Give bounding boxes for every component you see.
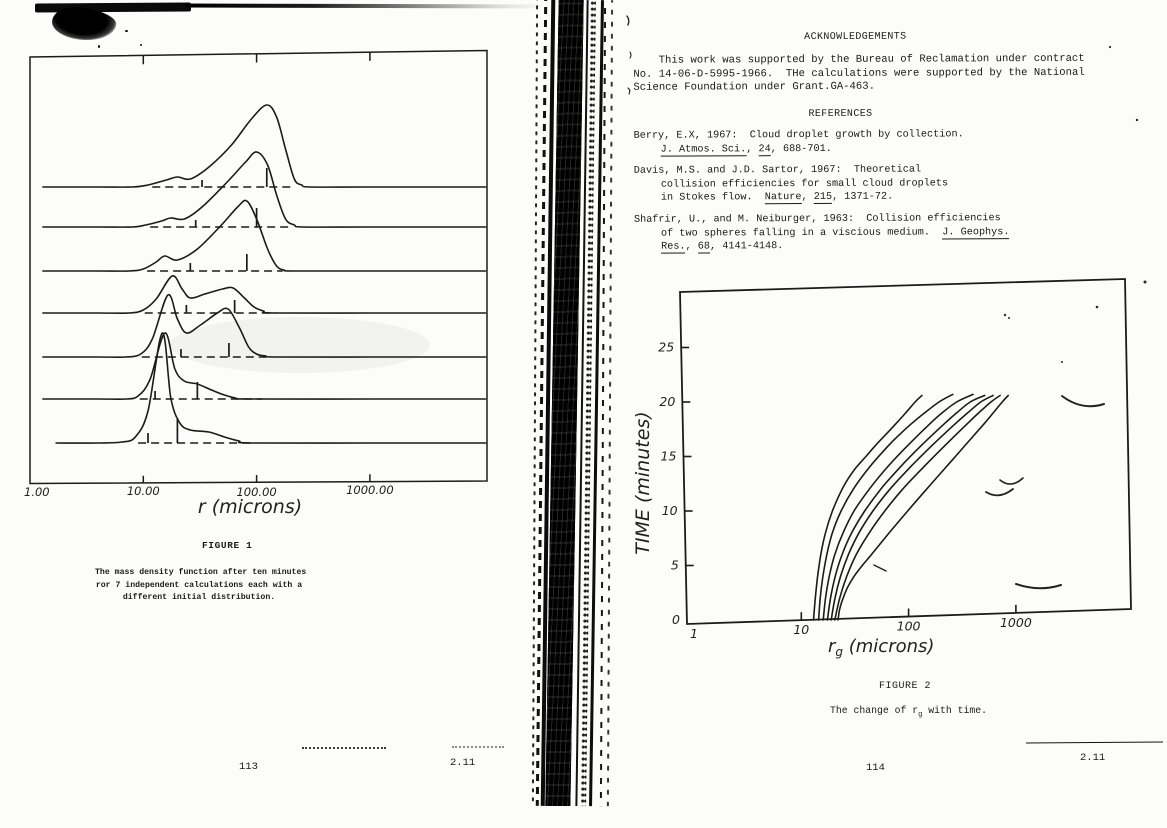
paragraph-line: Science Foundation under Grant.GA-463. — [633, 80, 875, 94]
scan-speck — [1144, 281, 1147, 284]
scan-speck — [1061, 361, 1063, 363]
figure2-growth-curve — [838, 396, 1008, 621]
figure1-x-axis-label: r (microns) — [197, 496, 303, 518]
figure2-x-tick-label: 100 — [896, 618, 921, 634]
paragraph-line: No. 14-06-D-5995-1966. THe calculations were supported by the National — [633, 66, 1085, 81]
scan-stray-stroke — [986, 489, 1013, 495]
section-number-right: 2.11 — [1080, 752, 1106, 764]
scan-stray-stroke — [627, 16, 629, 25]
references-list — [634, 128, 1010, 262]
figure2-growth-curve — [819, 394, 953, 620]
figure1-density-curve — [43, 276, 486, 313]
reference-entry — [634, 128, 1010, 157]
figure1-caption-line: different initial distribution. — [122, 593, 276, 603]
figure1-caption — [95, 567, 307, 605]
figure1-title: FIGURE 1 — [202, 540, 253, 551]
scan-speck — [1004, 314, 1006, 316]
reference-entry — [634, 212, 1010, 254]
figure2-title: FIGURE 2 — [879, 681, 932, 692]
figure1-density-curve — [43, 200, 486, 271]
reference-line: of two spheres falling in a viscious medium. J. Geophys. — [660, 226, 1010, 240]
binding-streak — [607, 0, 613, 806]
reference-line: Shafrir, U., and M. Neiburger, 1963: Collision efficiencies — [633, 213, 1001, 226]
scan-stray-stroke — [628, 88, 630, 94]
ink-dot — [125, 30, 128, 32]
figure2-growth-curve — [835, 396, 1000, 621]
figure2-x-tick-label: 10 — [793, 622, 810, 638]
binding-strip — [522, 0, 618, 806]
acknowledgements-paragraph — [633, 53, 1085, 96]
reference-line: collision efficiencies for small cloud droplets — [660, 178, 949, 191]
scan-stray-stroke — [874, 565, 886, 571]
scan-dotted-line — [452, 746, 504, 748]
ink-dot — [140, 44, 142, 46]
page-number-left: 113 — [239, 761, 258, 773]
scan-artifact-marks — [627, 16, 1147, 588]
page-number-right: 114 — [866, 762, 885, 774]
scan-speck — [1008, 317, 1010, 319]
scan-stray-stroke — [630, 52, 631, 58]
figure2-y-tick-label: 5 — [670, 557, 679, 573]
scan-stray-stroke — [1062, 396, 1104, 406]
figure2-frame — [680, 279, 1131, 624]
figure1-x-tick-label: 100.00 — [236, 485, 277, 499]
figure1-caption-line: The mass density function after ten minutes — [95, 568, 307, 577]
scan-speck — [1136, 119, 1138, 121]
scan-speck — [1096, 306, 1099, 309]
figure1-frame — [30, 51, 487, 484]
figure1-x-tick-label: 1.00 — [24, 485, 50, 499]
figure1-density-curve — [43, 105, 486, 187]
figure2-y-tick-label: 25 — [658, 339, 675, 355]
figure2-x-tick-label: 1000 — [999, 614, 1032, 630]
acknowledgements-heading: ACKNOWLEDGEMENTS — [804, 31, 907, 44]
figure2-x-tick-label: 1 — [690, 625, 698, 641]
figure1-x-tick-label: 1000.00 — [346, 483, 394, 497]
figure2-x-axis-label: $r_g$ (microns) — [828, 636, 935, 659]
figure2-y-tick-label: 20 — [659, 394, 676, 409]
binding-streak — [581, 0, 596, 806]
scan-speck — [1109, 46, 1111, 48]
reference-line: Davis, M.S. and J.D. Sartor, 1967: Theoretical — [633, 164, 922, 177]
figure1-plot — [24, 51, 487, 519]
reference-line: Res., 68, 4141-4148. — [661, 241, 784, 253]
reference-entry — [634, 163, 1010, 205]
references-heading: REFERENCES — [808, 108, 873, 121]
figure2-y-tick-label: 10 — [661, 503, 678, 518]
reference-line: in Stokes flow. Nature, 215, 1371-72. — [660, 192, 894, 205]
figure1-x-tick-label: 10.00 — [126, 484, 160, 498]
figure2-y-tick-label: 15 — [660, 448, 677, 464]
paragraph-line: This work was supported by the Bureau of Reclamation under contract — [633, 52, 1085, 67]
figure2-y-axis-label: TIME (minutes) — [632, 411, 654, 555]
scan-dotted-line — [302, 747, 386, 749]
figure2-y-tick-label: 0 — [671, 612, 680, 627]
figure1-caption-line: ror 7 independent calculations each with a — [95, 580, 303, 590]
reference-line: Berry, E.X, 1967: Cloud droplet growth by collection. — [633, 129, 964, 142]
figure1-density-curve — [43, 152, 486, 227]
figure2-plot — [632, 279, 1131, 659]
scan-stray-stroke — [1000, 478, 1023, 484]
ink-dot — [98, 45, 100, 48]
section-number-left: 2.11 — [450, 757, 476, 769]
figure2-caption: The change of $r_g$ with time. — [829, 705, 988, 719]
reference-line: J. Atmos. Sci., 24, 688-701. — [660, 143, 832, 156]
scan-stray-stroke — [1016, 584, 1061, 588]
